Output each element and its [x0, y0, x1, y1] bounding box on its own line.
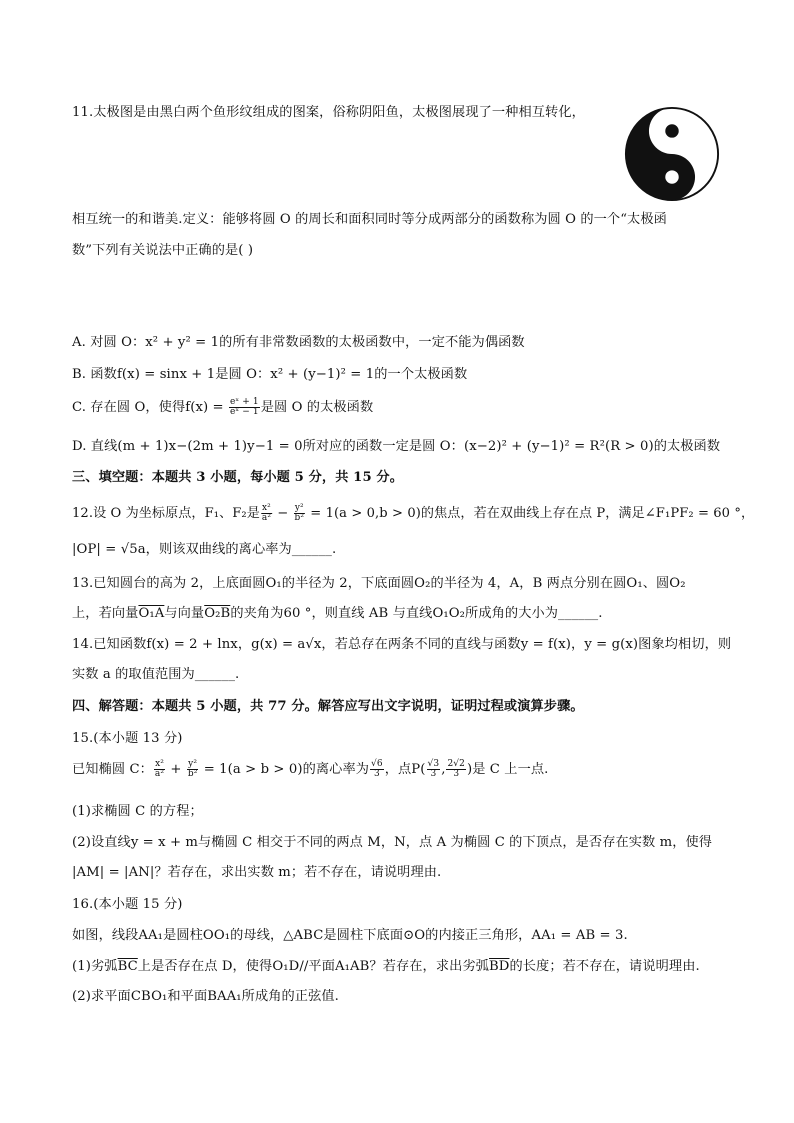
q11-line2: 相互统一的和谐美.定义：能够将圆 O 的周长和面积同时等分成两部分的函数称为圆 O 的一个“太极函	[72, 212, 667, 227]
q11-option-c	[72, 398, 373, 417]
taiji-yinyang-icon	[624, 106, 720, 202]
arc-bd: $\overline{BD}$	[489, 959, 510, 974]
q15-part2-line2: |AM| = |AN|？若存在，求出实数 m；若不存在，请说明理由.	[72, 865, 442, 880]
section4-heading: 四、解答题：本题共 5 小题，共 77 分。解答应写出文字说明，证明过程或演算步骤。	[72, 699, 584, 714]
q12-line2: |OP| = √5a，则该双曲线的离心率为______.	[72, 542, 337, 557]
q11-option-d: D. 直线(m + 1)x−(2m + 1)y−1 = 0所对应的函数一定是圆 O：(x−2)² + (y−1)² = R²(R > 0)的太极函数	[72, 439, 721, 454]
arc-bc: $\overline{BC}$	[117, 959, 138, 974]
q11-option-b: B. 函数f(x) = sinx + 1是圆 O：x² + (y−1)² = 1的一个太极函数	[72, 367, 468, 382]
q11-option-a: A. 对圆 O：x² + y² = 1的所有非常数函数的太极函数中，一定不能为偶函数	[72, 335, 525, 350]
q14-line1: 14.已知函数f(x) = 2 + lnx，g(x) = a√x，若总存在两条不同的直线与函数y = f(x)，y = g(x)图象均相切，则	[72, 637, 732, 652]
section3-heading: 三、填空题：本题共 3 小题，每小题 5 分，共 15 分。	[72, 470, 403, 485]
q13-line1: 13.已知圆台的高为 2，上底面圆O₁的半径为 2，下底面圆O₂的半径为 4，A，B 两点分别在圆O₁、圆O₂	[72, 576, 686, 591]
q13-line2: 上，若向量O₁A与向量O₂B的夹角为60 °，则直线 AB 与直线O₁O₂所成角的大小为______.	[72, 606, 603, 621]
vector-o2b: O₂B	[204, 606, 231, 621]
q16-part1: (1)劣弧$\overline{BC}$上是否存在点 D，使得O₁D//平面A₁AB？若存在，求出劣弧$\overline{BD}$的长度；若不存在，请说明理由.	[72, 959, 700, 974]
q11-option-c-fraction: $\frac{\text{eˣ + 1}}{\text{eˣ − 1}}$	[229, 397, 259, 417]
vector-o1a: O₁A	[138, 606, 165, 621]
q15-part2-line1: (2)设直线y = x + m与椭圆 C 相交于不同的两点 M，N，点 A 为椭圆 C 的下顶点，是否存在实数 m，使得	[72, 835, 713, 850]
q15-part1: (1)求椭圆 C 的方程；	[72, 804, 203, 819]
q14-line2: 实数 a 的取值范围为______.	[72, 667, 240, 682]
q11-line1: 11.太极图是由黑白两个鱼形纹组成的图案，俗称阴阳鱼，太极图展现了一种相互转化，	[72, 105, 585, 120]
q16-statement: 如图，线段AA₁是圆柱OO₁的母线，△ABC是圆柱下底面⊙O的内接正三角形，AA₁ = AB = 3.	[72, 928, 628, 943]
q15-statement: 已知椭圆 C： $\frac{\text{x²}}{\text{a²}}$ + $\frac{\text{y²}}{\text{b²}}$ = 1(a > b > 0)的离心率为 $\frac{√6}{3}$ ，点P( $\frac{√3}{3}$ , $\frac{2√2}{3}$ )是 C 上一点.	[72, 759, 549, 779]
q16-part2: (2)求平面CBO₁和平面BAA₁所成角的正弦值.	[72, 989, 339, 1004]
q11-line3: 数”下列有关说法中正确的是( )	[72, 243, 254, 258]
q15-heading: 15.(本小题 13 分)	[72, 731, 183, 746]
q12-line1: 12.设 O 为坐标原点，F₁、F₂是 $\frac{\text{x²}}{\text{a²}}$ − $\frac{\text{y²}}{\text{b²}}$ = 1(a > 0,b > 0)的焦点，若在双曲线上存在点 P，满足∠F₁PF₂ = 60 °，	[72, 503, 755, 523]
q11-option-c-pre: C. 存在圆 O，使得f(x) =	[72, 400, 228, 415]
q11-option-c-post: 是圆 O 的太极函数	[260, 400, 374, 415]
q16-heading: 16.(本小题 15 分)	[72, 897, 183, 912]
